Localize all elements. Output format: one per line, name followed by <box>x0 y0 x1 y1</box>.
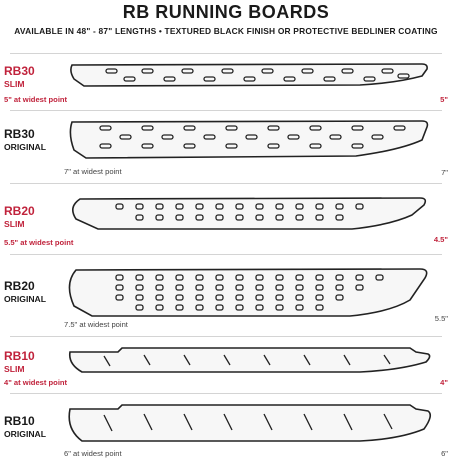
widest-point-label: 4" at widest point <box>4 378 68 387</box>
model-name: RB30 <box>4 64 35 78</box>
widest-point-label: 7.5" at widest point <box>64 320 128 329</box>
widest-point-label: 5.5" at widest point <box>4 238 74 247</box>
rb20-slim-board-icon <box>60 193 440 233</box>
model-name: RB10 <box>4 414 35 428</box>
model-name: RB20 <box>4 279 35 293</box>
widest-point-label: 5" at widest point <box>4 95 68 104</box>
measure-value: 6" <box>441 449 448 458</box>
page-title: RB RUNNING BOARDS <box>122 2 330 22</box>
separator <box>10 53 442 54</box>
widest-point-label: 7" at widest point <box>64 167 122 176</box>
separator <box>10 183 442 184</box>
measure-value: 5" <box>440 95 448 104</box>
model-name: RB30 <box>4 127 35 141</box>
page-subtitle: AVAILABLE IN 48" - 87" LENGTHS • TEXTURED BLACK FINISH OR PROTECTIVE BEDLINER COATING <box>14 26 438 36</box>
separator <box>10 254 442 255</box>
measure-value: 4" <box>440 378 448 387</box>
separator <box>10 110 442 111</box>
widest-point-label: 6" at widest point <box>64 449 122 458</box>
measure-value: 7" <box>441 168 448 177</box>
model-name: RB20 <box>4 204 35 218</box>
rb20-original-board-icon <box>60 264 440 322</box>
model-variant: SLIM <box>4 79 25 89</box>
model-variant: ORIGINAL <box>4 429 47 439</box>
model-variant: SLIM <box>4 364 25 374</box>
model-variant: SLIM <box>4 219 25 229</box>
measure-value: 4.5" <box>433 235 448 244</box>
model-variant: ORIGINAL <box>4 142 47 152</box>
model-variant: ORIGINAL <box>4 294 47 304</box>
separator <box>10 336 442 337</box>
separator <box>10 393 442 394</box>
rb30-original-board-icon <box>60 116 440 164</box>
rb30-slim-board-icon <box>60 59 440 91</box>
measure-value: 5.5" <box>434 314 448 323</box>
rb10-original-board-icon <box>60 399 440 447</box>
model-name: RB10 <box>4 349 35 363</box>
rb10-slim-board-icon <box>60 342 440 376</box>
